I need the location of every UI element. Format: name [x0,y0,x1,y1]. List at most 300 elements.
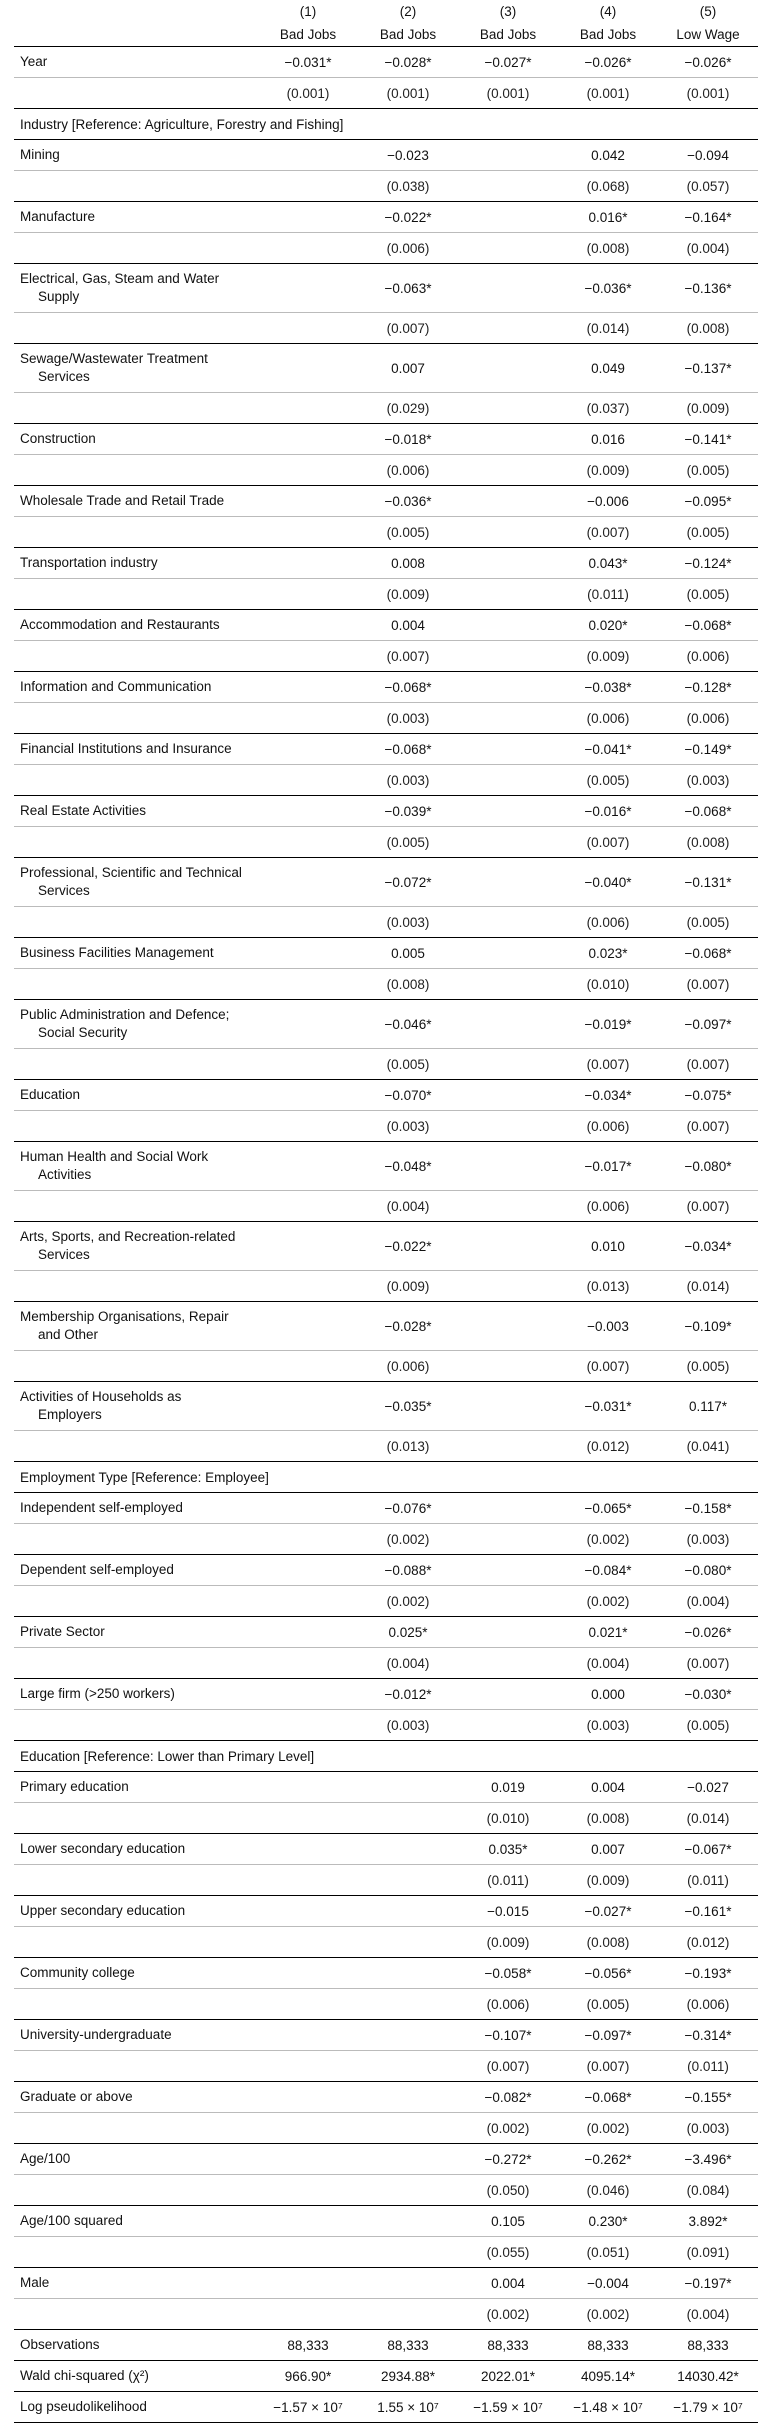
standard-error-label-cell [14,2051,258,2082]
standard-error-cell: (0.002) [558,2113,658,2144]
coefficient-cell: 0.021* [558,1617,658,1648]
statistic-label: Log pseudolikelihood [14,2392,258,2423]
coefficient-cell: −0.022* [358,1222,458,1271]
coefficient-cell: −0.039* [358,796,458,827]
coefficient-cell [458,264,558,313]
standard-error-row [14,907,758,938]
standard-error-row [14,1351,758,1382]
coefficient-cell: −0.084* [558,1555,658,1586]
coefficient-cell: −0.136* [658,264,758,313]
coefficient-cell [258,2206,358,2237]
coefficient-cell [258,2020,358,2051]
variable-label-line: Independent self-employed [20,1500,183,1515]
coefficient-row [14,548,758,579]
standard-error-cell: (0.006) [358,233,458,264]
standard-error-cell [258,1191,358,1222]
coefficient-cell: 0.049 [558,344,658,393]
standard-error-row [14,393,758,424]
coefficient-cell: −0.068* [358,672,458,703]
standard-error-cell: (0.011) [458,1865,558,1896]
coefficient-cell: −0.095* [658,486,758,517]
standard-error-row [14,703,758,734]
standard-error-row [14,1803,758,1834]
standard-error-cell [458,1710,558,1741]
coefficient-cell: −0.016* [558,796,658,827]
variable-label [14,2268,258,2299]
variable-label [14,1958,258,1989]
standard-error-cell: (0.005) [358,1049,458,1080]
standard-error-cell [458,1351,558,1382]
standard-error-cell [458,641,558,672]
standard-error-cell [458,171,558,202]
standard-error-cell: (0.007) [358,641,458,672]
dependent-variable-label: Low Wage [658,22,758,47]
standard-error-cell: (0.004) [358,1191,458,1222]
coefficient-row [14,1493,758,1524]
coefficient-row [14,344,758,393]
coefficient-row [14,2082,758,2113]
section-header: Employment Type [Reference: Employee] [14,1462,758,1493]
coefficient-cell: −0.026* [658,47,758,78]
standard-error-row [14,969,758,1000]
coefficient-cell: −0.097* [558,2020,658,2051]
standard-error-cell: (0.001) [358,78,458,109]
section-header: Industry [Reference: Agriculture, Forestry and Fishing] [14,109,758,140]
standard-error-label-cell [14,2299,258,2330]
standard-error-cell [258,2299,358,2330]
variable-label-line: Male [20,2275,50,2290]
statistic-value: −1.57 × 10⁷ [258,2392,358,2423]
variable-label-line: Manufacture [20,209,96,224]
standard-error-row [14,1524,758,1555]
section-header-row [14,1462,758,1493]
coefficient-cell [458,938,558,969]
coefficient-row [14,1834,758,1865]
coefficient-cell: −0.003 [558,1302,658,1351]
variable-label-line: Age/100 [20,2151,71,2166]
standard-error-cell [258,765,358,796]
standard-error-cell: (0.009) [358,1271,458,1302]
coefficient-row [14,1772,758,1803]
variable-label [14,548,258,579]
coefficient-row [14,1222,758,1271]
coefficient-cell: 0.105 [458,2206,558,2237]
standard-error-label-cell [14,78,258,109]
statistic-value: 88,333 [658,2330,758,2361]
standard-error-cell: (0.007) [558,827,658,858]
coefficient-row [14,486,758,517]
standard-error-cell [258,1431,358,1462]
coefficient-cell [458,1617,558,1648]
coefficient-cell: −0.109* [658,1302,758,1351]
standard-error-label-cell [14,907,258,938]
standard-error-cell [258,579,358,610]
dependent-variable-label: Bad Jobs [358,22,458,47]
coefficient-cell: −0.036* [558,264,658,313]
coefficient-cell: −0.017* [558,1142,658,1191]
variable-label-line: Private Sector [20,1624,105,1639]
standard-error-cell: (0.038) [358,171,458,202]
variable-label-line: Education [20,1087,81,1102]
standard-error-label-cell [14,233,258,264]
standard-error-row [14,1111,758,1142]
standard-error-cell [258,969,358,1000]
coefficient-cell: 0.016 [558,424,658,455]
standard-error-label-cell [14,969,258,1000]
standard-error-cell [458,703,558,734]
coefficient-cell [458,548,558,579]
standard-error-cell [258,1989,358,2020]
standard-error-cell: (0.004) [658,233,758,264]
coefficient-row [14,1382,758,1431]
variable-label [14,1555,258,1586]
coefficient-cell [258,1958,358,1989]
coefficient-cell [458,140,558,171]
coefficient-cell: −0.272* [458,2144,558,2175]
coefficient-cell: −0.018* [358,424,458,455]
coefficient-cell [258,1302,358,1351]
standard-error-cell: (0.003) [658,2113,758,2144]
standard-error-cell [258,2113,358,2144]
coefficient-cell [458,1382,558,1431]
coefficient-cell [458,610,558,641]
standard-error-cell [258,1710,358,1741]
coefficient-cell [258,2082,358,2113]
standard-error-cell [458,1431,558,1462]
variable-label-line: Primary education [20,1779,129,1794]
coefficient-cell: −3.496* [658,2144,758,2175]
standard-error-cell: (0.002) [458,2299,558,2330]
standard-error-cell [358,1865,458,1896]
standard-error-cell [358,2113,458,2144]
corner-cell [14,22,258,47]
coefficient-cell [258,424,358,455]
variable-label-line: Activities of Households as [20,1389,182,1404]
variable-label-line: Graduate or above [20,2089,133,2104]
standard-error-cell: (0.003) [358,907,458,938]
standard-error-row [14,765,758,796]
coefficient-cell: 0.000 [558,1679,658,1710]
variable-label-line: University-undergraduate [20,2027,172,2042]
variable-label [14,1142,258,1191]
coefficient-row [14,858,758,907]
standard-error-label-cell [14,171,258,202]
standard-error-cell [258,907,358,938]
standard-error-row [14,1586,758,1617]
variable-label-line: Lower secondary education [20,1841,186,1856]
standard-error-cell [258,1586,358,1617]
coefficient-cell: −0.149* [658,734,758,765]
standard-error-cell: (0.013) [358,1431,458,1462]
regression-table [14,0,758,2423]
standard-error-cell: (0.007) [558,1049,658,1080]
standard-error-cell [458,907,558,938]
standard-error-cell: (0.003) [358,703,458,734]
standard-error-label-cell [14,579,258,610]
variable-label [14,1772,258,1803]
variable-label [14,1679,258,1710]
statistic-value: −1.48 × 10⁷ [558,2392,658,2423]
coefficient-row [14,47,758,78]
coefficient-cell [458,344,558,393]
coefficient-cell: −0.141* [658,424,758,455]
coefficient-row [14,1080,758,1111]
column-number: (4) [599,3,617,19]
standard-error-label-cell [14,1524,258,1555]
statistic-label: Observations [14,2330,258,2361]
variable-label-line: Services [38,1247,90,1262]
coefficient-cell: −0.193* [658,1958,758,1989]
statistic-value: 88,333 [358,2330,458,2361]
coefficient-cell: −0.097* [658,1000,758,1049]
coefficient-cell: −0.094 [658,140,758,171]
standard-error-cell: (0.008) [358,969,458,1000]
standard-error-cell [458,1271,558,1302]
standard-error-cell: (0.008) [558,1803,658,1834]
standard-error-cell: (0.002) [558,2299,658,2330]
standard-error-cell [458,517,558,548]
column-number-row [14,0,758,22]
coefficient-cell: −0.080* [658,1555,758,1586]
coefficient-cell [258,202,358,233]
coefficient-cell: −0.314* [658,2020,758,2051]
standard-error-cell: (0.007) [558,517,658,548]
standard-error-cell: (0.007) [558,2051,658,2082]
standard-error-cell: (0.001) [258,78,358,109]
coefficient-cell: −0.012* [358,1679,458,1710]
variable-label [14,202,258,233]
statistic-value: −1.59 × 10⁷ [458,2392,558,2423]
coefficient-cell: −0.041* [558,734,658,765]
standard-error-cell: (0.004) [658,1586,758,1617]
variable-label-line: Year [20,54,48,69]
standard-error-row [14,2299,758,2330]
standard-error-cell: (0.004) [358,1648,458,1679]
standard-error-row [14,1865,758,1896]
variable-label [14,2206,258,2237]
section-header-row [14,109,758,140]
standard-error-cell: (0.002) [558,1586,658,1617]
standard-error-cell [458,969,558,1000]
coefficient-cell: −0.026* [558,47,658,78]
standard-error-cell [458,1111,558,1142]
standard-error-cell: (0.051) [558,2237,658,2268]
standard-error-row [14,455,758,486]
statistic-value: 1.55 × 10⁷ [358,2392,458,2423]
variable-label [14,1302,258,1351]
column-number: (2) [399,3,417,19]
coefficient-row [14,938,758,969]
coefficient-cell [258,1142,358,1191]
coefficient-row [14,1000,758,1049]
coefficient-cell [258,344,358,393]
standard-error-cell [458,1524,558,1555]
standard-error-row [14,1431,758,1462]
standard-error-cell: (0.008) [658,827,758,858]
variable-label-line: Public Administration and Defence; [20,1007,230,1022]
variable-label-line: Accommodation and Restaurants [20,617,220,632]
standard-error-cell: (0.006) [558,703,658,734]
variable-label [14,1222,258,1271]
variable-label [14,2144,258,2175]
coefficient-cell: −0.155* [658,2082,758,2113]
variable-label [14,672,258,703]
coefficient-cell [458,672,558,703]
coefficient-cell [458,1302,558,1351]
variable-label [14,1000,258,1049]
coefficient-cell [458,1679,558,1710]
coefficient-cell [258,2268,358,2299]
standard-error-cell: (0.005) [658,455,758,486]
standard-error-cell [258,641,358,672]
standard-error-cell [258,455,358,486]
coefficient-cell [258,1382,358,1431]
standard-error-cell: (0.006) [658,641,758,672]
coefficient-row [14,2206,758,2237]
standard-error-cell [458,765,558,796]
variable-label [14,858,258,907]
standard-error-cell: (0.012) [658,1927,758,1958]
standard-error-cell [358,2237,458,2268]
standard-error-cell: (0.014) [658,1271,758,1302]
regression-table-body [14,0,758,2423]
coefficient-cell: 0.007 [558,1834,658,1865]
variable-label [14,344,258,393]
coefficient-cell [258,938,358,969]
coefficient-row [14,796,758,827]
coefficient-cell: −0.068* [658,610,758,641]
standard-error-label-cell [14,2237,258,2268]
standard-error-cell: (0.091) [658,2237,758,2268]
standard-error-cell: (0.046) [558,2175,658,2206]
statistics-row [14,2330,758,2361]
coefficient-cell: −0.056* [558,1958,658,1989]
standard-error-cell [258,517,358,548]
standard-error-label-cell [14,1710,258,1741]
coefficient-cell [258,1000,358,1049]
standard-error-row [14,313,758,344]
coefficient-cell [358,1896,458,1927]
standard-error-cell: (0.006) [558,1191,658,1222]
standard-error-cell [358,1989,458,2020]
statistic-value: 4095.14* [558,2361,658,2392]
standard-error-cell [258,1271,358,1302]
coefficient-cell [458,734,558,765]
coefficient-cell: 0.004 [558,1772,658,1803]
standard-error-label-cell [14,1927,258,1958]
coefficient-row [14,1958,758,1989]
standard-error-cell [458,313,558,344]
coefficient-cell: −0.137* [658,344,758,393]
standard-error-cell: (0.007) [358,313,458,344]
variable-label-line: Services [38,883,90,898]
coefficient-cell: −0.161* [658,1896,758,1927]
coefficient-cell [258,1772,358,1803]
standard-error-cell: (0.004) [658,2299,758,2330]
standard-error-row [14,2113,758,2144]
variable-label [14,486,258,517]
statistics-row [14,2361,758,2392]
standard-error-cell [458,1586,558,1617]
standard-error-label-cell [14,455,258,486]
standard-error-row [14,1648,758,1679]
variable-label [14,796,258,827]
standard-error-cell [358,1803,458,1834]
standard-error-cell [458,233,558,264]
variable-label-line: Large firm (>250 workers) [20,1686,175,1701]
standard-error-cell: (0.002) [458,2113,558,2144]
standard-error-cell: (0.005) [658,517,758,548]
coefficient-cell: 0.004 [458,2268,558,2299]
column-number: (5) [699,3,717,19]
coefficient-row [14,610,758,641]
coefficient-row [14,1617,758,1648]
standard-error-cell: (0.011) [658,2051,758,2082]
coefficient-cell [358,2082,458,2113]
standard-error-cell [258,313,358,344]
standard-error-cell [258,703,358,734]
statistic-value: 14030.42* [658,2361,758,2392]
coefficient-cell [258,610,358,641]
standard-error-label-cell [14,1803,258,1834]
standard-error-cell [358,2175,458,2206]
standard-error-row [14,641,758,672]
standard-error-label-cell [14,393,258,424]
standard-error-cell: (0.007) [658,1191,758,1222]
coefficient-cell: −0.128* [658,672,758,703]
standard-error-cell [258,2051,358,2082]
coefficient-cell: −0.068* [358,734,458,765]
coefficient-cell: −0.058* [458,1958,558,1989]
variable-label [14,1080,258,1111]
coefficient-row [14,140,758,171]
coefficient-cell [258,486,358,517]
coefficient-row [14,2020,758,2051]
variable-label-line: Upper secondary education [20,1903,186,1918]
standard-error-cell [458,455,558,486]
standard-error-cell: (0.001) [558,78,658,109]
standard-error-label-cell [14,827,258,858]
coefficient-row [14,2144,758,2175]
coefficient-cell: −0.026* [658,1617,758,1648]
standard-error-cell [458,827,558,858]
standard-error-label-cell [14,1111,258,1142]
standard-error-label-cell [14,517,258,548]
coefficient-row [14,2268,758,2299]
variable-label-line: Electrical, Gas, Steam and Water [20,271,220,286]
variable-label [14,938,258,969]
coefficient-cell: 0.008 [358,548,458,579]
standard-error-label-cell [14,703,258,734]
coefficient-cell: 0.016* [558,202,658,233]
coefficient-cell: −0.036* [358,486,458,517]
coefficient-cell [358,1834,458,1865]
coefficient-cell: −0.006 [558,486,658,517]
statistic-value: 2934.88* [358,2361,458,2392]
column-number: (1) [299,3,317,19]
standard-error-cell: (0.005) [358,517,458,548]
variable-label-line: Human Health and Social Work [20,1149,209,1164]
standard-error-row [14,517,758,548]
coefficient-cell [258,1834,358,1865]
standard-error-cell: (0.008) [658,313,758,344]
coefficient-cell [458,858,558,907]
standard-error-cell: (0.009) [658,393,758,424]
coefficient-cell [358,2020,458,2051]
coefficient-cell: −0.028* [358,47,458,78]
coefficient-cell: 0.025* [358,1617,458,1648]
standard-error-cell: (0.005) [358,827,458,858]
